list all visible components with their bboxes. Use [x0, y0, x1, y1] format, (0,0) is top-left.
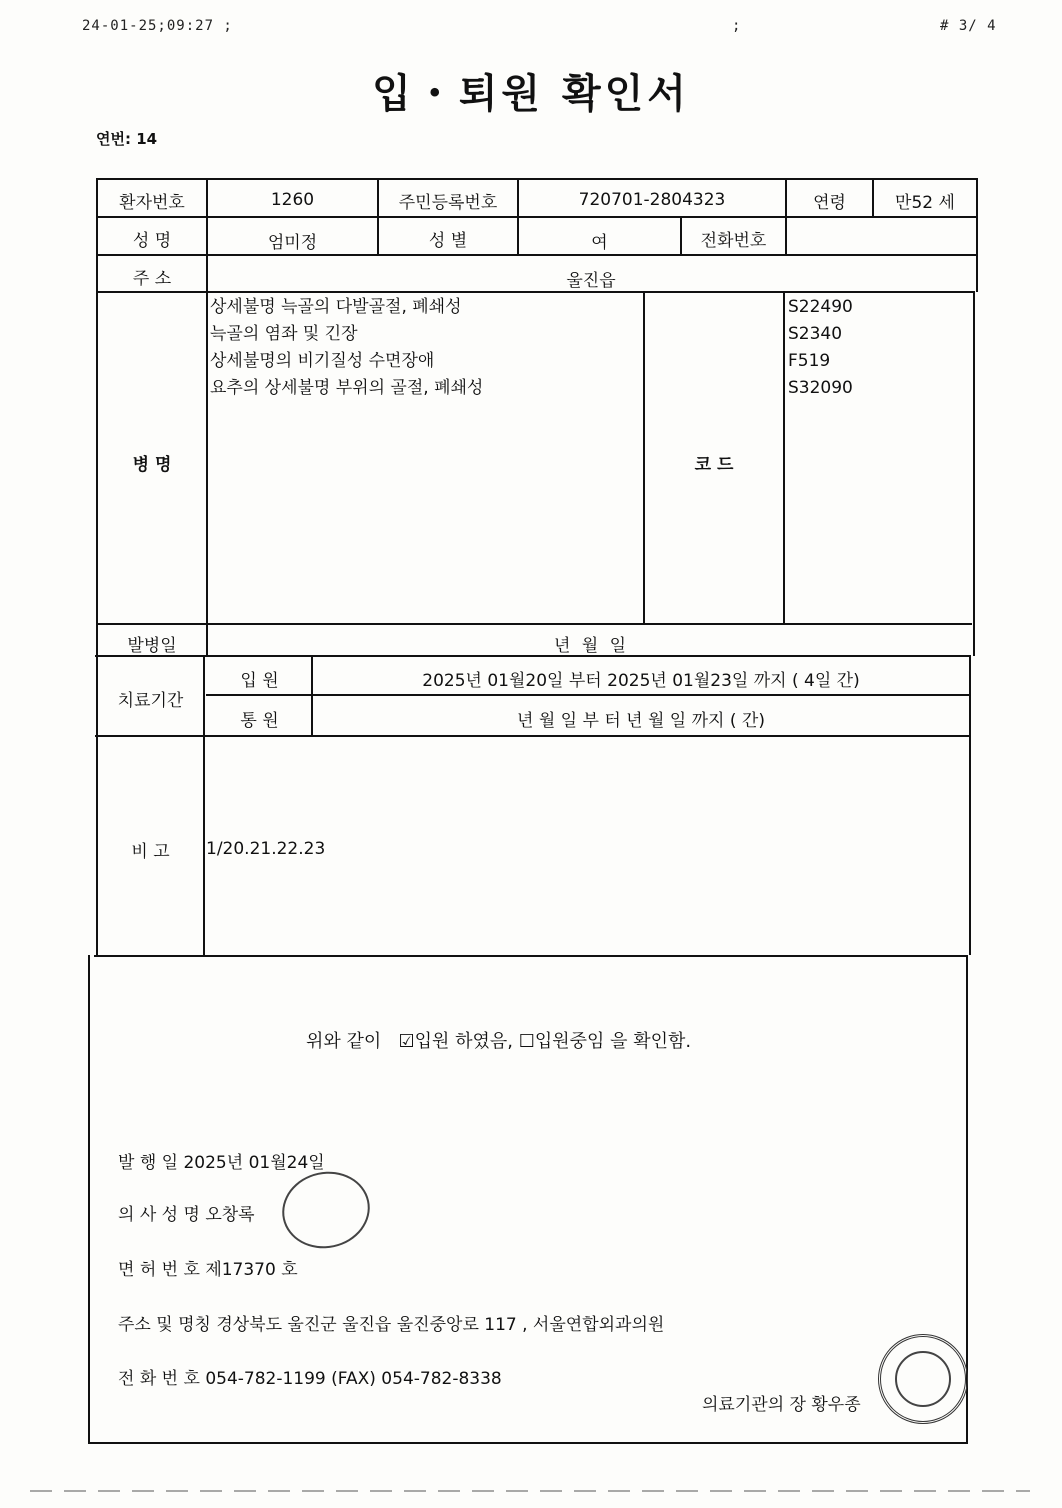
doctor-seal-stamp: [275, 1164, 377, 1257]
doctor-label: 의 사 성 명: [118, 1205, 200, 1225]
diagnosis-item: 요추의 상세불명 부위의 골절, 폐쇄성: [210, 378, 484, 398]
clinic-address: 경상북도 울진군 울진읍 울진중앙로 117 , 서울연합외과의원: [216, 1315, 665, 1335]
onset-label: 발병일: [127, 636, 177, 656]
doctor-name: 오창록: [205, 1205, 255, 1225]
license-number: 제17370 호: [205, 1260, 298, 1280]
diagnosis-label: 병 명: [132, 455, 172, 475]
serial-number: 연번: 14: [96, 130, 158, 148]
address-value: 울진읍: [566, 271, 616, 291]
diagnosis-code: S2340: [788, 324, 843, 344]
fax-separator: ;: [732, 18, 742, 34]
diagnosis-item: 상세불명의 비기질성 수면장애: [210, 351, 435, 371]
clinic-address-row: [118, 1310, 664, 1335]
inpatient-period: 2025년 01월20일 부터 2025년 01월23일 까지 ( 4일 간): [422, 671, 860, 691]
diagnosis-item: 늑골의 염좌 및 긴장: [210, 324, 358, 344]
issue-date: 2025년 01월24일: [183, 1153, 325, 1173]
institution-seal-stamp: [878, 1334, 968, 1424]
clinic-address-label: 주소 및 명칭: [118, 1315, 211, 1335]
remarks-value: 1/20.21.22.23: [206, 839, 326, 859]
confirm-option-admitted: 입원 하였음,: [414, 1031, 513, 1052]
rrn-label: 주민등록번호: [398, 193, 498, 213]
confirm-prefix: 위와 같이: [306, 1031, 382, 1052]
inpatient-checkbox-unchecked: ☐: [518, 1031, 535, 1052]
issue-date-row: [118, 1148, 325, 1173]
code-label: 코 드: [694, 455, 734, 475]
clinic-phone-label: 전 화 번 호: [118, 1369, 200, 1389]
clinic-phone-row: [118, 1364, 502, 1389]
document-title: 입・퇴원 확인서: [372, 71, 690, 117]
diagnosis-list: [210, 294, 483, 402]
institution-head-name: 황우종: [811, 1395, 861, 1415]
phone-label: 전화번호: [700, 231, 767, 251]
doctor-row: [118, 1200, 255, 1225]
institution-head-row: [702, 1390, 861, 1415]
fax-page-number: # 3/ 4: [940, 18, 997, 34]
clinic-phone: 054-782-1199 (FAX) 054-782-8338: [205, 1369, 502, 1389]
patient-name: 엄미정: [267, 233, 318, 253]
outpatient-period: 년 월 일 부 터 년 월 일 까지 ( 간): [517, 711, 765, 731]
age-value: 만52 세: [895, 193, 955, 213]
rrn-value: 720701-2804323: [578, 190, 726, 210]
remarks-label: 비 고: [131, 842, 170, 862]
treatment-period-label: 치료기간: [117, 691, 184, 711]
diagnosis-code: S32090: [788, 378, 853, 398]
inpatient-checkbox-checked: ☑: [398, 1031, 415, 1052]
license-row: [118, 1255, 298, 1280]
confirmation-sentence: [306, 1027, 691, 1053]
patient-number-label: 환자번호: [119, 193, 185, 213]
address-label: 주 소: [132, 269, 172, 289]
outpatient-label: 통 원: [240, 711, 279, 731]
fax-bottom-noise: [30, 1490, 1030, 1492]
sex-value: 여: [591, 233, 608, 253]
diagnosis-item: 상세불명 늑골의 다발골절, 폐쇄성: [210, 297, 462, 317]
diagnosis-code: F519: [788, 351, 831, 371]
name-label: 성 명: [132, 231, 172, 251]
code-list: [788, 294, 853, 402]
patient-number: 1260: [270, 190, 315, 210]
age-label: 연령: [813, 193, 846, 213]
fax-timestamp: 24-01-25;09:27 ;: [82, 18, 233, 34]
inpatient-label: 입 원: [240, 671, 279, 691]
sex-label: 성 별: [428, 231, 468, 251]
onset-value: 년 월 일: [553, 636, 627, 656]
issue-date-label: 발 행 일: [118, 1153, 179, 1173]
license-label: 면 허 번 호: [118, 1260, 200, 1280]
confirm-option-hospitalized: 입원중임 을 확인함.: [534, 1031, 692, 1052]
diagnosis-code: S22490: [788, 297, 853, 317]
institution-head-label: 의료기관의 장: [702, 1395, 806, 1415]
